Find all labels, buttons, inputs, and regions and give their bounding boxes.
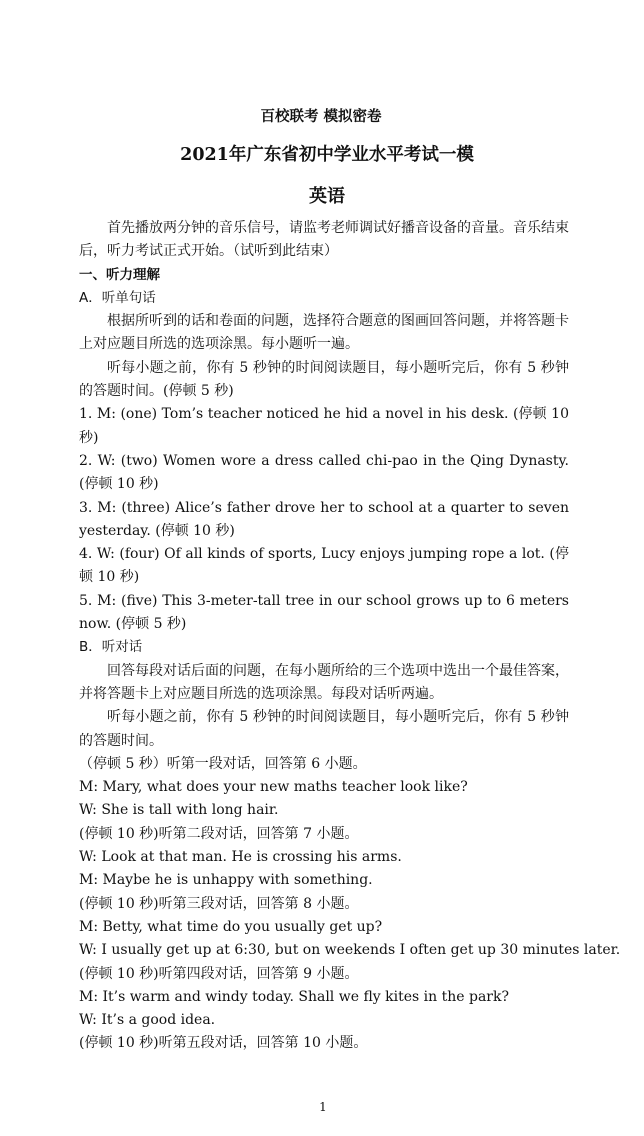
- part-a-heading: A．听单句话: [79, 289, 156, 306]
- part-b-heading: B．听对话: [79, 639, 143, 656]
- part-a-instruction-2: 听每小题之前，你有 5 秒钟的时间阅读题目，每小题听完后，你有 5 秒钟的答题时间。(停顿 5 秒): [79, 359, 569, 400]
- section-heading-listening: 一、听力理解: [79, 266, 160, 283]
- part-a-item-5: 5. M: (five) This 3-meter-tall tree in our school grows up to 6 meters now. (停顿 5 秒): [79, 592, 569, 633]
- page-number: 1: [319, 1100, 327, 1114]
- dialogue-line: W: She is tall with long hair.: [79, 802, 279, 819]
- intro-paragraph: 首先播放两分钟的音乐信号，请监考老师调试好播音设备的音量。音乐结束后，听力考试正式开始。（试听到此结束）: [79, 220, 569, 260]
- subject-title: 英语: [309, 186, 345, 207]
- exam-title: 2021年广东省初中学业水平考试一模: [180, 145, 474, 165]
- dialogue-line: (停顿 10 秒)听第三段对话，回答第 8 小题。: [79, 895, 359, 912]
- part-b-instruction-1: 回答每段对话后面的问题，在每小题所给的三个选项中选出一个最佳答案，并将答题卡上对应题目所选的选项涂黑。每段对话听两遍。: [79, 662, 569, 702]
- dialogue-line: M: Mary, what does your new maths teacher look like?: [79, 779, 468, 796]
- dialogue-line: (停顿 10 秒)听第二段对话，回答第 7 小题。: [79, 825, 359, 842]
- part-a-item-4: 4. W: (four) Of all kinds of sports, Lucy enjoys jumping rope a lot. (停顿 10 秒): [79, 546, 569, 586]
- dialogue-line: W: It’s a good idea.: [79, 1012, 216, 1029]
- part-a-item-1: 1. M: (one) Tom’s teacher noticed he hid a novel in his desk. (停顿 10 秒): [79, 406, 569, 446]
- dialogue-line: M: It’s warm and windy today. Shall we fly kites in the park?: [79, 988, 509, 1005]
- dialogue-line: M: Maybe he is unhappy with something.: [79, 872, 373, 889]
- dialogue-line: W: I usually get up at 6:30, but on weekends I often get up 30 minutes later.: [79, 942, 621, 959]
- document-body: [79, 104, 621, 1056]
- dialogue-line: M: Betty, what time do you usually get up?: [79, 918, 383, 935]
- dialogue-line: （停顿 5 秒）听第一段对话，回答第 6 小题。: [79, 755, 367, 772]
- part-a-item-2: 2. W: (two) Women wore a dress called chi-pao in the Qing Dynasty. (停顿 10 秒): [79, 452, 569, 493]
- exam-series-header: 百校联考 模拟密卷: [260, 109, 382, 125]
- part-a-instruction-1: 根据所听到的话和卷面的问题，选择符合题意的图画回答问题，并将答题卡上对应题目所选的选项涂黑。每小题听一遍。: [79, 313, 569, 353]
- dialogue-line: (停顿 10 秒)听第四段对话，回答第 9 小题。: [79, 965, 359, 982]
- part-b-instruction-2: 听每小题之前，你有 5 秒钟的时间阅读题目，每小题听完后，你有 5 秒钟的答题时间。: [79, 709, 569, 749]
- dialogue-line: W: Look at that man. He is crossing his arms.: [79, 849, 402, 866]
- dialogue-line: (停顿 10 秒)听第五段对话，回答第 10 小题。: [79, 1035, 368, 1052]
- part-a-item-3: 3. M: (three) Alice’s father drove her to school at a quarter to seven yesterday. (停顿 10 秒): [79, 499, 569, 539]
